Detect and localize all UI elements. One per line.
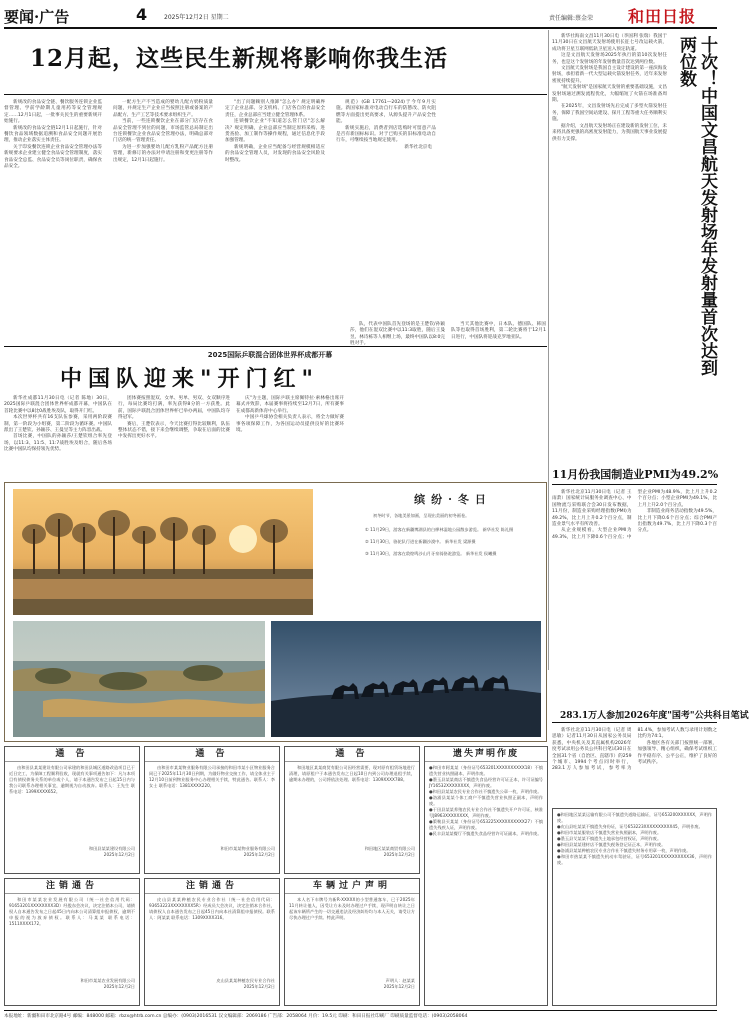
pmi-headline: 11月份我国制造业PMI为49.2% <box>552 468 719 481</box>
lead-paragraph: 新规改的食品安全链、餐饮服务连锁企业监督管理、学前学龄期儿童用药等安全管理规定……12月1日起，一批事关民生的重要新规开始施行。 <box>4 100 102 125</box>
footer-rule <box>4 1010 717 1011</box>
photo-caption-3: ③ 11月30日，游客在敦煌鸣沙山月牙泉骑骆驼游览。 新华社发 侯曦摄 <box>365 551 497 556</box>
exam-paragraph: 新华社北京11月30日电（记者 周思敏）记者11月30日从国家公务员局获悉，中央机关及其直属机构2026年度考试录用公务员公共科目笔试30日在全国31个省（自治区、直辖市）的259个城市、1994个考点同时举行，283.1万人参加考试，参考率为81.4%，参加考试人数与录用计划数之比约为74:1。 <box>552 728 717 772</box>
lost-notice-box <box>424 746 548 1006</box>
notice-signature: 和田市某某农业发展有限公司 2025年12月2日 <box>80 978 135 989</box>
lead-paragraph: 规范》(GB 17761—2024)于今年9月实施。新国家标准对电动自行车的防篡改、防火阻燃等方面提出更高要求，从源头提升产品安全性能。 <box>336 100 436 125</box>
masthead <box>4 4 717 26</box>
lost-notice-list-2 <box>553 809 716 1001</box>
editor-credit: 责任编辑:蔡金荣 <box>549 15 594 22</box>
launch-body-top <box>552 34 667 454</box>
lost-notice-item: ●皮山县吐某某不慎遗失身份证，证号653223XXXXXXXXXX45，声明作废。 <box>557 824 703 829</box>
photo-caption-2: ② 11月30日，骆驼队行进在新疆沙漠中。 新华社发 梁源摄 <box>365 539 476 544</box>
notice-box <box>144 746 280 874</box>
notice-signature: 声明人：赵某某 2025年12月2日 <box>383 978 415 989</box>
lost-notice-item: ●洛浦县某某种植农民专业合作社不慎遗失财务专用章一枚，声明作废。 <box>557 848 691 853</box>
pmi-rule <box>552 484 717 485</box>
lost-notice-item: ●和田市某某服装店不慎遗失营业执照副本，声明作废。 <box>557 830 662 835</box>
lead-paragraph: "出了问题赖别人推卸"怎么办？规定明确界定了企业总部、分支机构、门店各自的食品安全责任，企业总部应当建立健全管理体系。 <box>225 100 325 118</box>
lost-notice-item: ●于田县某某养殖农民专业合作社不慎遗失开户许可证，核准号J8963XXXXXXXX，声明作废。 <box>429 807 543 818</box>
launch-paragraph: 文昌航天发射场是我国自主设计建设的第一座滨海发射场，承担着新一代大型运载火箭发射任务，近年来发射密度持续提升。 <box>552 66 667 84</box>
pmi-body <box>552 490 717 700</box>
lost-notice-item: ●和田市热某某不慎遗失机动车驾驶证，证号653201XXXXXXXXXX36，声明作废。 <box>557 854 712 865</box>
paper-logo: 和田日报 <box>628 7 697 26</box>
feature2-col-1 <box>4 396 112 476</box>
issue-date: 2025年12月2日 星期二 <box>164 14 229 21</box>
lead-paragraph: 新规明确，企业应当配备与经营规模相适应的食品安全管理人员，对发现的食品安全风险及时整改。 <box>225 144 325 163</box>
lead-paragraph: 新规实施后，消费者到店选购时可留意产品是否有新国标标识。对于已购买的旧标准电动自行车，可继续按当地规定使用。 <box>336 125 436 144</box>
notice-box <box>4 746 140 874</box>
exam-headline: 283.1万人参加2026年度"国考"公共科目笔试 <box>560 711 749 721</box>
notice-body: 由和田市某某物业服务有限公司承接的和田市某小区物业服务合同已于2025年11月30日到期，为做好物业交接工作，请全体业主于12月10日前到物业服务中心办理相关手续，特此通告。联系人：李女士 联系电话：1381XXXX220。 <box>149 765 276 788</box>
notice-body: 本人名下车牌号为新R·XXXXX的小型普通客车，已于2025年11月转让他人，因受让方未及时办理过户手续，现声明自转让之日起该车辆所产生的一切交通违法及经济纠纷均与本人无关，请受让方尽快办理过户手续。特此声明。 <box>289 897 415 920</box>
lost-notice-item: ●洛浦县某某个体工商户不慎遗失营业执照正副本，声明作废。 <box>429 795 543 806</box>
notices-area <box>4 746 717 1008</box>
lost-notice-item: ●和田县某某农民专业合作社不慎遗失公章一枚，声明作废。 <box>429 789 542 794</box>
lost-notice-item: ●和田县某某建材店不慎遗失税务登记证正本，声明作废。 <box>557 842 666 847</box>
feature2-paragraph: 首场比赛，中国队的孙颖莎/王楚钦组合率先登场，以11:3、11:5、11:7战胜埃及组合，随后各场比赛中国队均保持领先优势。 <box>4 434 112 453</box>
lead-paragraph: 为进一步加强婴幼儿配方乳粉产品配方注册管理，新修订的办法对申请注册和变更注册等作出规定，12月1日起施行。 <box>113 144 213 163</box>
notice-box <box>284 746 420 874</box>
notice-title: 注销通告 <box>5 879 139 894</box>
feature2-headline: 中国队迎来"开门红" <box>60 366 319 392</box>
lost-notice-item: ●和田地区某某运输有限公司不慎遗失道路运输证，证号653200XXXXXX，声明作废。 <box>557 812 712 823</box>
lead-col-4 <box>336 100 436 340</box>
lead-rule <box>4 94 547 95</box>
lost-notice-list <box>425 762 547 1002</box>
lost-notice-item: ●和田市阿某某（身份证号653201XXXXXXXXXX18）不慎遗失营业执照副本，声明作废。 <box>429 765 543 776</box>
feature2-paragraph: 本次世界杯共有16支队伍参赛，采用两阶段赛制，第一阶段为小组赛，第二阶段为循环赛。中国队派出了王楚钦、孙颖莎、王曼昱等主力阵容出战。 <box>4 415 112 434</box>
notice-signature: 和田地区某某商贸有限公司 2025年12月2日 <box>364 846 415 857</box>
photo-camel-caravan <box>271 621 541 737</box>
feature2-col-4 <box>350 322 546 476</box>
exam-paragraph: 各地区各有关部门按照统一部署，加强领导、精心组织，确保考试组织工作平稳有序、公平公正，维护了良好的考试秩序。 <box>637 740 717 766</box>
feature2-paragraph: 团体赛按照混双、女单、男单、男双、女双顺序进行，每局比赛均打满，率先获得8分的一方获胜。此前，国际乒联混合团体世界杯已举办两届，中国队均夺得冠军。 <box>118 396 230 421</box>
lead-paragraph: 关于印发餐饮连锁企业食品安全管理办法等新规要求企业建立健全食品安全管理制度，落实食品安全总监、食品安全员等岗位职责，确保食品安全。 <box>4 144 102 170</box>
pmi-paragraph: 新华社北京11月30日电（记者 王雨萧）国家统计局服务业调查中心、中国物流与采购联合会30日发布数据，11月份，制造业采购经理指数(PMI)为49.2%，比上月上升0.2个百分点，制造业景气水平有所改善。 <box>552 490 632 528</box>
photo-winter-lake <box>13 621 265 737</box>
feature2-paragraph: 中国乒乓球协会相关负责人表示，将全力做好赛事各项保障工作，为各国运动员提供良好的比赛环境。 <box>236 415 344 434</box>
lead-byline: 新华社北京电 <box>404 144 432 150</box>
lead-paragraph: 新规改的食品安全链12月1日起施行，针对餐饮食品领域数据追溯和食品安全问题开展治理，推动企业落实主体责任。 <box>4 125 102 144</box>
lost-notice-item: ●策勒县买某某（身份证号653225XXXXXXXXXX27）不慎遗失残疾人证，声明作废。 <box>429 819 543 830</box>
notice-signature: 和田市某某物业服务有限公司 2025年12月2日 <box>220 846 275 857</box>
notice-signature: 皮山县某某种植农民专业合作社 2025年12月2日 <box>216 978 275 989</box>
masthead-rule <box>4 27 717 29</box>
exam-rule <box>552 722 717 723</box>
notice-title: 车辆过户声明 <box>285 879 419 894</box>
notice-signature: 和田县某某建设有限公司 2025年12月2日 <box>88 846 135 857</box>
photo-feature <box>4 482 547 742</box>
launch-paragraph: 这是文昌航天发射场2025年执行的第10次发射任务，也是这个发射场的年发射数量首次达到两位数。 <box>552 53 667 65</box>
feature2-paragraph: 赛后，王楚钦表示，今天比赛打得比较顺利，队伍整体状态不错，接下来会继续调整，争取在后面的比赛中发挥出更好水平。 <box>118 421 230 440</box>
notice-box <box>284 878 420 1006</box>
footer-info: 本报地址：新疆和田市北京路4号 邮编：848000 邮箱：rbzx@htrb.com.cn 总编办：(0903)2016531 汉文编辑部：2069186 广告部：2058064 月价：19.5元 印刷：和田日报社印刷厂 印刷质量监督电话：(0903)2058064 <box>4 1014 468 1019</box>
notice-body: 和田地区某某商贸有限公司因经营需要，现对原有租赁场地进行清理，请原租户于本通告发布之日起10日内到公司办理退租手续，逾期未办理的，公司将依法处理。联系电话：1309XXXX788。 <box>289 765 415 782</box>
page-number: 4 <box>136 5 148 24</box>
notice-body: 皮山县某某种植农民专业合作社（统一社会信用代码：93653223XXXXXXXX5R）经成员大会决议，决定注销本合作社，请债权人自本通告发布之日起45日内向本社清算组申报债权。联系人：阿某某 联系电话：1309XXXX316。 <box>149 897 275 920</box>
notice-title: 通 告 <box>285 747 419 762</box>
section-name: 要闻·广告 <box>4 8 70 26</box>
feature2-col-3 <box>236 396 344 476</box>
lead-col-1 <box>4 100 102 340</box>
pmi-paragraph: 从企业规模看，大型企业PMI为49.3%，比上月下降0.6个百分点；中型企业PMI为48.9%，比上月上升0.2个百分点；小型企业PMI为49.1%，比上月上升2.0个百分点。 <box>552 490 717 540</box>
photo-text-panel <box>365 491 541 611</box>
lost-notice-item: ●墨玉县艾某某不慎遗失土地承包经营权证，声明作废。 <box>557 836 662 841</box>
feature2-paragraph: 队，代表中国队首先登场的是王楚钦/孙颖莎，他们在混双比赛中以11:3取胜，随后王曼昱、林诗栋等人相继上场，最终中国队以8:0完胜对手。 <box>350 322 445 347</box>
lead-paragraph: 连锁餐饮企业"不知道怎么管门店"怎么解决？规定明确，企业总部应当制定原料采购、进货查验、加工制作等操作规程，通过信息化手段加强管理。 <box>225 119 325 144</box>
notice-title: 通 告 <box>5 747 139 762</box>
right-column-divider <box>548 30 549 670</box>
lost-notice-box-2 <box>552 808 717 1006</box>
photo-section-title: 缤纷·冬日 <box>414 493 492 506</box>
photo-caption-1: ① 11月29日，游客在新疆博湖县的白桦林湿地公园散步游览。 新华社发 陈礼摄 <box>365 527 514 532</box>
lost-notice-item: ●民丰县某某餐厅不慎遗失食品经营许可证副本，声明作废。 <box>429 831 542 836</box>
launch-paragraph: "航天发射场"是国家航天发射的重要基础设施，文昌发射场通过测发流程优化，大幅缩短了火箭在场准备周期。 <box>552 85 667 104</box>
notice-title: 注销通告 <box>145 879 279 894</box>
launch-paragraph: 据介绍，文昌航天发射场正在建设新的发射工位，未来将具备更强的高密度发射能力，为我国航天事业发展提供有力支撑。 <box>552 123 667 142</box>
lost-notice-title: 遗失声明作废 <box>425 747 547 762</box>
notice-box <box>144 878 280 1006</box>
notice-box <box>4 878 140 1006</box>
photo-intro: 初冬时节，各地美景如画，呈现出美丽的初冬画卷。 <box>373 513 470 518</box>
launch-paragraph: 新华社海南文昌11月30日电（李国利 张瑞）我国于11月30日在文昌航天发射场使用长征七号改运载火箭，成功将卫星互联网低轨卫星送入预定轨道。 <box>552 34 667 52</box>
notice-body: 和田市某某农业发展有限公司（统一社会信用代码：91653201XXXXXXXX3D）经股东会决议，决定注销本公司，请债权人自本通告发布之日起45日内向本公司清算组申报债权，逾期不申报的视为放弃债权。联系人：马某某 联系电话：1511XXXX172。 <box>9 897 135 926</box>
launch-paragraph: 在2025年，文昌发射场先后完成了多型火箭发射任务，保障了我国空间站建设、探月工程等重大任务顺利实施。 <box>552 104 667 123</box>
lead-paragraph: 一配方生产不当造成的婴幼儿配方奶粉质量问题，并规定生产企业应当按照注册或备案的产品配方、生产工艺等技术要求组织生产。 <box>113 100 213 118</box>
notice-body: 由和田县某某建设有限公司承建的和田县城区道路改造项目已于近日完工，为保障工程顺利验收，现就有关事项通告如下：凡与本项目有债权债务关系的单位或个人，请于本通告发布之日起15日内与我公司联系办理相关事宜，逾期视为自动放弃。联系人：王先生 联系电话：1399XXXX652。 <box>9 765 135 794</box>
lead-paragraph: 当前，一些连锁餐饮企业在部分门店存在食品安全管理不到位的问题，市场监管总局制定出台连锁餐饮企业食品安全管理办法，明确总部对门店的统一管理责任。 <box>113 119 213 144</box>
feature2-paragraph: 新华社成都11月30日电（记者 陈地）30日，2025国际乒联混合团体世界杯成都开幕，中国队在首轮比赛中以8比0战胜埃及队，取得开门红。 <box>4 396 112 414</box>
feature2-col-2 <box>118 396 230 476</box>
lead-col-2 <box>113 100 213 340</box>
photo-winter-trees <box>13 489 313 615</box>
feature2-paragraph: 庆"为主题，国际乒联主席佩特拉·索林格出席开幕式并致辞，本届赛事将持续至12月7日，所有赛事在成都高新体育中心举行。 <box>236 396 344 414</box>
lead-col-3 <box>225 100 325 340</box>
feature2-kicker: 2025国际乒联混合团体世界杯成都开幕 <box>207 351 333 359</box>
lost-notice-item: ●墨玉县某某商店不慎遗失食品经营许可证正本，许可证编号JY16532XXXXXXXX，声明作废。 <box>429 777 543 788</box>
lead-headline: 12月起，这些民生新规将影响你我生活 <box>30 45 449 72</box>
launch-headline: 十次！中国文昌航天发射场年发射量首次达到两位数 <box>676 36 717 376</box>
pmi-paragraph: 非制造业商务活动指数为49.5%，比上月下降0.6个百分点；综合PMI产出指数为49.7%，比上月下降0.3个百分点。 <box>637 509 717 534</box>
notice-title: 通 告 <box>145 747 279 762</box>
feature2-paragraph: 当天其他比赛中，日本队、德国队、韩国队等也取得首场胜利，第二轮比赛将于12月1日进行，中国队将迎战克罗地亚队。 <box>451 322 546 340</box>
